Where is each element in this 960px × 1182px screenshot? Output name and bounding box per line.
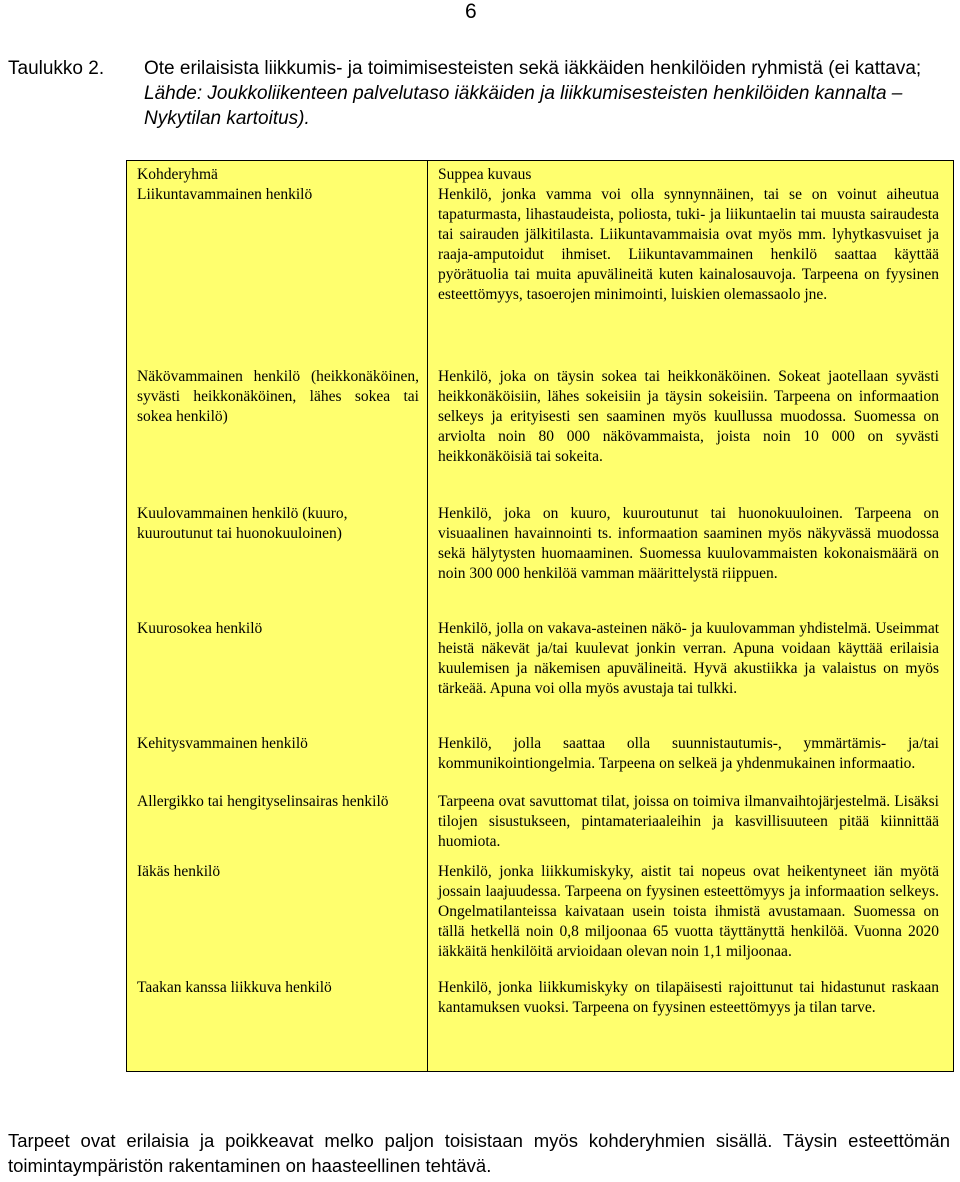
group-cell: Iäkäs henkilö <box>137 863 221 880</box>
group-cell: Kuulovammainen henkilö (kuuro, kuuroutunut tai huonokuuloinen) <box>137 505 348 542</box>
footer-paragraph: Tarpeet ovat erilaisia ja poikkeavat melko paljon toisistaan myös kohderyhmien sisällä. Täysin esteettömän toimintaympäristön rakentaminen on haasteellinen tehtävä. <box>8 1130 950 1176</box>
group-column <box>127 161 428 1072</box>
caption-source: Lähde: Joukkoliikenteen palvelutaso iäkkäiden ja liikkumisesteisten henkilöiden kannalta – Nykytilan kartoitus). <box>144 83 903 129</box>
group-cell: Kehitysvammainen henkilö <box>137 735 308 752</box>
group-cell: Liikuntavammainen henkilö <box>137 186 313 203</box>
group-cell: Kuurosokea henkilö <box>137 620 263 637</box>
target-groups-table <box>126 160 954 1072</box>
column-header-description: Suppea kuvaus <box>438 166 532 183</box>
description-column <box>428 161 954 1072</box>
description-cell: Henkilö, jolla saattaa olla suunnistautumis-, ymmärtämis- ja/tai kommunikointiongelmia. Tarpeena on selkeä ja yhdenmukainen informaatio. <box>438 735 939 772</box>
description-cell: Henkilö, jolla on vakava-asteinen näkö- ja kuulovamman yhdistelmä. Useimmat heistä näkevät ja/tai kuulevat jonkin verran. Apuna voidaan käyttää erilaisia kuulemisen ja näkemisen apuvälineitä. Hyvä akustiikka ja valaistus on myös tärkeää. Apuna voi olla myös avustaja tai tulkki. <box>438 620 939 697</box>
table-row <box>127 161 954 1072</box>
description-cell: Henkilö, joka on kuuro, kuuroutunut tai huonokuuloinen. Tarpeena on visuaalinen havainnointi ts. informaation saaminen myös näkyvässä muodossa sekä hälytysten huomaaminen. Suomessa kuulovammaisten kokonaismäärä on noin 300 000 henkilöä vamman määrittelystä riippuen. <box>438 505 939 582</box>
group-cell: Taakan kanssa liikkuva henkilö <box>137 979 332 996</box>
description-cell: Henkilö, jonka liikkumiskyky, aistit tai nopeus ovat heikentyneet iän myötä jossain laajuudessa. Tarpeena on fyysinen esteettömyys ja informaation selkeys. Ongelmatilanteissa kaivataan usein toista ihmistä avustamaan. Suomessa on tällä hetkellä noin 0,8 miljoonaa 65 vuotta täyttänyttä henkilöä. Vuonna 2020 iäkkäitä henkilöitä arvioidaan olevan noin 1,1 miljoonaa. <box>438 863 939 960</box>
page-number: 6 <box>465 0 477 23</box>
description-cell: Henkilö, jonka vamma voi olla synnynnäinen, tai se on voinut aiheutua tapaturmasta, lihastaudeista, poliosta, tuki- ja liikuntaelin tai muusta sairaudesta tai sairauden jälkitilasta. Liikuntavammaisia ovat myös mm. lyhytkasvuiset ja raaja-amputoidut ihmiset. Liikuntavammainen henkilö saattaa käyttää pyörätuolia tai muita apuvälineitä kuten kainalosauvoja. Tarpeena on fyysinen esteettömyys, tasoerojen minimointi, luiskien olemassaolo jne. <box>438 186 939 303</box>
column-header-group: Kohderyhmä <box>137 166 218 183</box>
group-cell: Allergikko tai hengityselinsairas henkilö <box>137 793 389 810</box>
description-cell: Henkilö, joka on täysin sokea tai heikkonäköinen. Sokeat jaotellaan syvästi heikkonäköisiin, lähes sokeisiin ja täysin sokeisiin. Tarpeena on informaation selkeys ja erityisesti sen saaminen myös kuullussa muodossa. Suomessa on arviolta noin 80 000 näkövammaista, joista noin 10 000 on syvästi heikkonäköisiä tai sokeita. <box>438 368 939 465</box>
description-cell: Tarpeena ovat savuttomat tilat, joissa on toimiva ilmanvaihtojärjestelmä. Lisäksi tilojen sisustukseen, pintamateriaaleihin ja kasvillisuuteen pitää kiinnittää huomiota. <box>438 793 939 850</box>
caption-label: Taulukko 2. <box>8 58 105 79</box>
group-cell: Näkövammainen henkilö (heikkonäköinen, syvästi heikkonäköinen, lähes sokea tai sokea henkilö) <box>137 368 419 425</box>
caption-text-plain: Ote erilaisista liikkumis- ja toimimisesteisten sekä iäkkäiden henkilöiden ryhmistä (ei kattava; <box>144 58 922 79</box>
caption-text <box>144 56 950 131</box>
description-cell: Henkilö, jonka liikkumiskyky on tilapäisesti rajoittunut tai hidastunut raskaan kantamuksen vuoksi. Tarpeena on fyysinen esteettömyys ja tilan tarve. <box>438 979 939 1016</box>
